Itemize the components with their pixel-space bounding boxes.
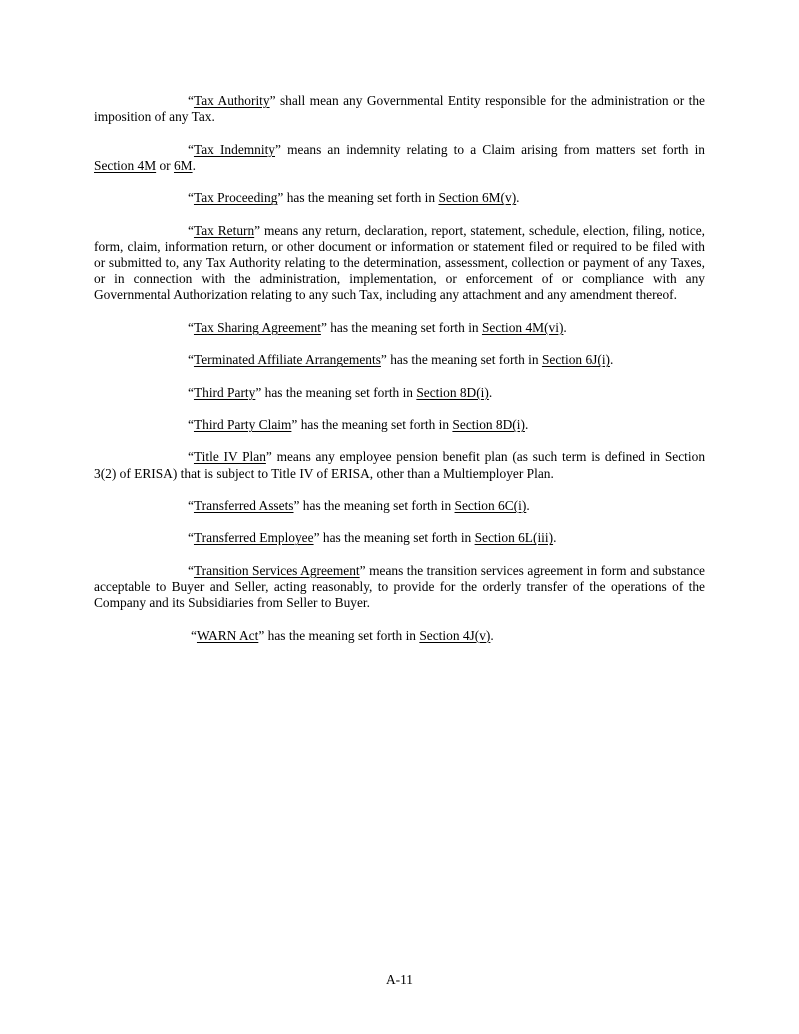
definition-paragraph bbox=[94, 628, 705, 644]
section-reference: Section 6C(i) bbox=[454, 497, 527, 513]
definition-text: ” has the meaning set forth in bbox=[293, 497, 455, 513]
definition-text: “ bbox=[191, 627, 197, 643]
definition-text: . bbox=[610, 352, 614, 368]
definition-text: or bbox=[156, 157, 174, 173]
defined-term: Transferred Assets bbox=[193, 497, 294, 513]
defined-term: Tax Return bbox=[193, 222, 255, 238]
definition-paragraph bbox=[94, 417, 705, 433]
section-reference: Section 6M(v) bbox=[438, 190, 517, 206]
definition-paragraph bbox=[94, 223, 705, 304]
defined-term: Tax Proceeding bbox=[193, 190, 278, 206]
definition-paragraph bbox=[94, 93, 705, 125]
definition-text: . bbox=[563, 319, 567, 335]
definition-text: ” has the meaning set forth in bbox=[258, 627, 420, 643]
definition-text: . bbox=[524, 416, 529, 432]
section-reference: Section 4M bbox=[94, 157, 157, 173]
defined-term: Tax Sharing Agreement bbox=[193, 319, 321, 335]
definition-text: “ bbox=[188, 93, 194, 108]
definition-text: ” has the meaning set forth in bbox=[320, 319, 482, 335]
definition-text: ” has the meaning set forth in bbox=[380, 352, 542, 368]
definition-text: “ bbox=[188, 562, 194, 578]
page-number: A-11 bbox=[385, 972, 414, 987]
definition-text: “ bbox=[188, 497, 194, 513]
definition-text: . bbox=[553, 530, 557, 546]
definition-text: ” has the meaning set forth in bbox=[313, 530, 475, 546]
section-reference: Section 6J(i) bbox=[541, 352, 610, 368]
definition-paragraph bbox=[94, 320, 705, 336]
definition-text: ” means an indemnity relating to a Claim arising from matters set forth in bbox=[275, 141, 705, 157]
defined-term: Terminated Affiliate Arrangements bbox=[193, 352, 381, 368]
definition-text: . bbox=[192, 157, 196, 173]
defined-term: Tax Indemnity bbox=[193, 141, 276, 157]
section-reference: Section 4J(v) bbox=[419, 627, 491, 643]
definition-text: ” means the transition services agreement in form and substance acceptable to Buyer and Seller, acting reasonably, to provide for the orderly transfer of the operations of the Company and its Subsidiaries from Seller to Buyer. bbox=[94, 562, 705, 611]
definition-text: “ bbox=[188, 222, 194, 238]
definition-paragraph bbox=[94, 385, 705, 401]
section-reference: Section 6L(iii) bbox=[474, 530, 554, 546]
defined-term: Title IV Plan bbox=[193, 449, 266, 465]
definition-text: “ bbox=[188, 384, 194, 400]
definition-text: “ bbox=[188, 530, 194, 546]
definition-paragraph bbox=[94, 449, 705, 481]
definition-paragraph bbox=[94, 563, 705, 612]
definition-text: ” has the meaning set forth in bbox=[277, 190, 439, 206]
definition-paragraph bbox=[94, 190, 705, 206]
definition-paragraph bbox=[94, 498, 705, 514]
section-reference: Section 8D(i) bbox=[452, 416, 525, 432]
definition-text: . bbox=[488, 384, 493, 400]
document-body bbox=[94, 93, 705, 660]
defined-term: WARN Act bbox=[196, 627, 259, 643]
definition-text: “ bbox=[188, 319, 194, 335]
definition-text: “ bbox=[188, 449, 194, 465]
definition-text: ” shall mean any Governmental Entity responsible for the administration or the imposition of any Tax. bbox=[94, 93, 705, 125]
definition-paragraph bbox=[94, 352, 705, 368]
section-reference: 6M bbox=[173, 157, 193, 173]
definition-text: . bbox=[490, 627, 494, 643]
definition-paragraph bbox=[94, 530, 705, 546]
definition-paragraph bbox=[94, 142, 705, 174]
section-reference: Section 8D(i) bbox=[416, 384, 489, 400]
defined-term: Third Party bbox=[193, 384, 256, 400]
definition-text: ” has the meaning set forth in bbox=[255, 384, 417, 400]
defined-term: Transferred Employee bbox=[193, 530, 314, 546]
definition-text: ” means any return, declaration, report, statement, schedule, election, filing, notice, form, claim, information return, or other document or information or statement filed or required to be filed with or submitted to, any Tax Authority relating to the determination, assessment, collection or payment of any Taxes, or in connection with the administration, implementation, or enforcement of or compliance with any Governmental Authorization relating to any such Tax, including any attachment and any amendment thereof. bbox=[94, 222, 705, 303]
defined-term: Transition Services Agreement bbox=[193, 562, 360, 578]
section-reference: Section 4M(vi) bbox=[481, 319, 564, 335]
definition-text: ” means any employee pension benefit plan (as such term is defined in Section 3(2) of ERISA) that is subject to Title IV of ERISA, other than a Multiemployer Plan. bbox=[94, 449, 706, 481]
definition-text: “ bbox=[188, 141, 194, 157]
definition-text: ” has the meaning set forth in bbox=[291, 416, 453, 432]
definition-text: “ bbox=[188, 416, 194, 432]
definition-text: . bbox=[526, 497, 530, 513]
defined-term: Third Party Claim bbox=[193, 416, 292, 432]
definition-text: . bbox=[516, 190, 520, 206]
definition-text: “ bbox=[188, 190, 194, 206]
defined-term: Tax Authority bbox=[193, 93, 270, 108]
definition-text: “ bbox=[188, 352, 194, 368]
